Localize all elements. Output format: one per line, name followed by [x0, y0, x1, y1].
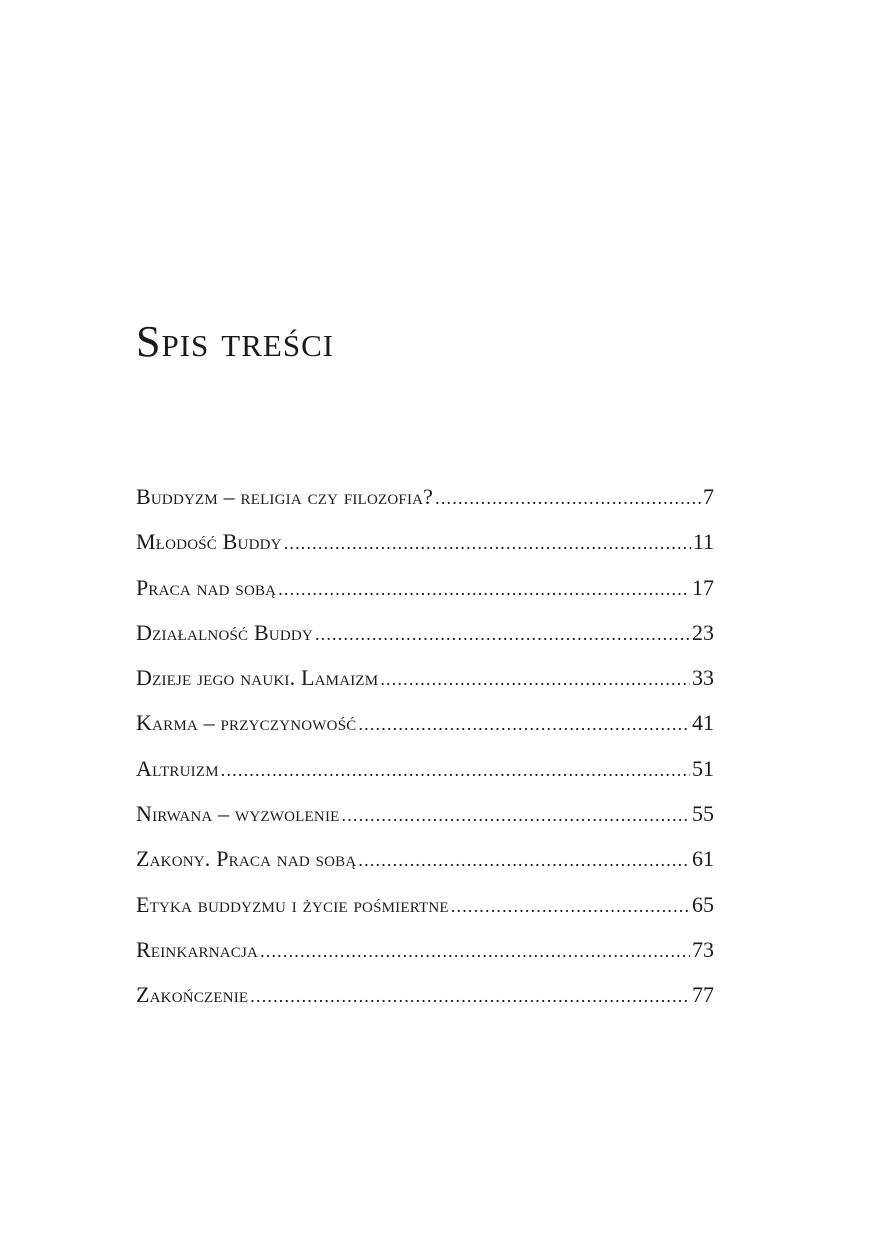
toc-entry-page: 7	[703, 484, 714, 509]
toc-entry-title: Praca nad sobą	[136, 574, 277, 600]
toc-entry[interactable]	[136, 980, 714, 1025]
toc-entry-page: 17	[692, 574, 714, 600]
dot-leader	[260, 936, 690, 966]
toc-entry[interactable]	[136, 663, 714, 708]
toc-entry[interactable]	[136, 482, 714, 527]
toc-entry-page: 23	[692, 619, 714, 645]
toc-entry-title: Działalność Buddy	[136, 619, 313, 645]
table-of-contents	[136, 482, 714, 1026]
toc-entry[interactable]	[136, 754, 714, 799]
dot-leader	[278, 574, 690, 604]
toc-entry-page: 11	[692, 529, 714, 555]
toc-entry-page: 51	[692, 755, 714, 781]
dot-leader	[435, 483, 701, 513]
dot-leader	[380, 664, 690, 694]
toc-entry-page: 55	[692, 801, 714, 827]
toc-entry-page: 77	[692, 982, 714, 1008]
toc-entry[interactable]	[136, 935, 714, 980]
toc-entry-title: Buddyzm – religia czy filozofia?	[136, 484, 434, 509]
dot-leader	[284, 528, 691, 558]
toc-entry-page: 73	[692, 936, 714, 962]
toc-entry[interactable]	[136, 799, 714, 844]
page-title: Spis treści	[136, 317, 335, 366]
toc-entry-title: Karma – przyczynowość	[136, 710, 357, 736]
toc-entry-title: Reinkarnacja	[136, 936, 259, 962]
toc-entry[interactable]	[136, 844, 714, 889]
dot-leader	[315, 619, 690, 649]
toc-entry-page: 33	[692, 665, 714, 691]
dot-leader	[358, 709, 690, 739]
toc-entry-page: 61	[692, 846, 714, 872]
toc-entry-title: Altruizm	[136, 755, 219, 781]
toc-entry[interactable]	[136, 708, 714, 753]
toc-entry-title: Etyka buddyzmu i życie pośmiertne	[136, 891, 449, 917]
dot-leader	[358, 845, 690, 875]
dot-leader	[342, 800, 690, 830]
toc-entry-page: 41	[692, 710, 714, 736]
toc-entry-title: Nirwana – wyzwolenie	[136, 801, 340, 827]
toc-entry[interactable]	[136, 573, 714, 618]
toc-entry-title: Zakończenie	[136, 982, 249, 1008]
toc-entry[interactable]	[136, 618, 714, 663]
toc-entry[interactable]	[136, 527, 714, 572]
toc-entry-title: Dzieje jego nauki. Lamaizm	[136, 665, 379, 691]
toc-entry-title: Zakony. Praca nad sobą	[136, 846, 357, 872]
dot-leader	[221, 755, 690, 785]
dot-leader	[250, 981, 690, 1011]
toc-entry-title: Młodość Buddy	[136, 529, 282, 555]
toc-entry-page: 65	[692, 891, 714, 917]
dot-leader	[451, 891, 690, 921]
toc-entry[interactable]	[136, 890, 714, 935]
